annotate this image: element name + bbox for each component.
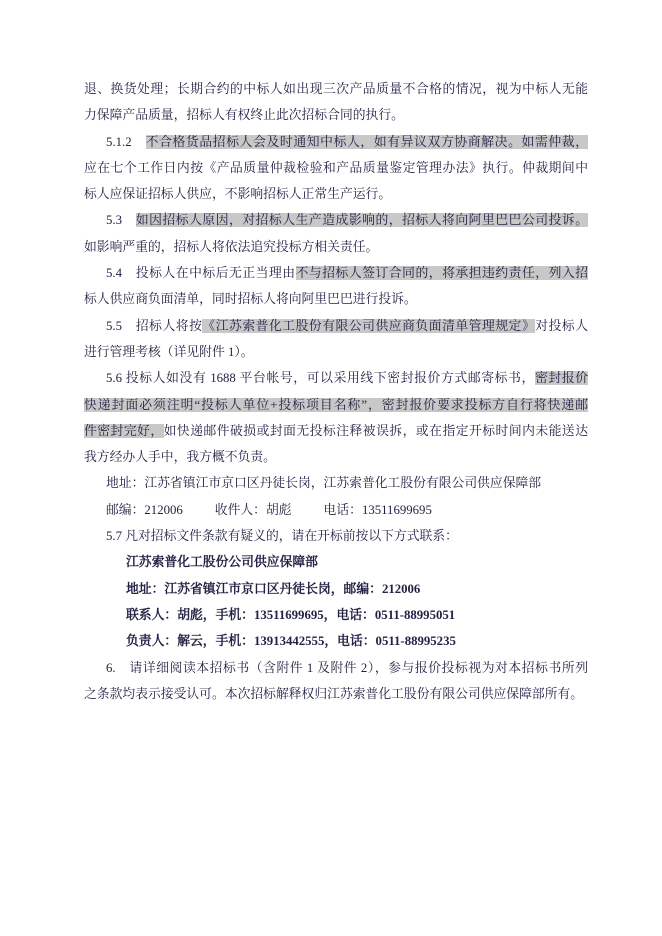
text-line <box>84 470 588 496</box>
text-line <box>84 681 588 707</box>
document-body <box>84 76 588 707</box>
text-line <box>84 76 588 102</box>
text-segment: 负责人：解云，手机：13913442555，电话：0511-88995235 <box>126 634 456 649</box>
text-segment: 我方经办人手中，我方概不负责。 <box>84 450 276 465</box>
text-segment: 如快递邮件破损或封面无投标注释被误拆，或在指定开标时间内未能送达 <box>163 423 588 438</box>
text-segment: 标人供应商负面清单，同时招标人将向阿里巴巴进行投诉。 <box>84 292 417 307</box>
text-segment: 江苏索普化工股份公司供应保障部 <box>126 555 318 570</box>
highlighted-text: 如因招标人原因，对招标人生产造成影响的，招标人将向阿里巴巴公司投诉。 <box>135 213 588 228</box>
highlighted-text: 快递封面必须注明“投标人单位+投标项目名称”，密封报价要求投标方自行将快递邮 <box>84 397 588 412</box>
text-segment: 6. 请详细阅读本招标书（含附件 1 及附件 2），参与报价投标视为对本招标书所列 <box>106 660 588 675</box>
text-segment: 5.4 投标人在中标后无正当理由 <box>106 266 296 281</box>
text-line <box>84 260 588 286</box>
text-segment: 之条款均表示接受认可。本次招标解释权归江苏索普化工股份有限公司供应保障部所有。 <box>84 686 584 701</box>
text-segment: 力保障产品质量，招标人有权终止此次招标合同的执行。 <box>84 108 404 123</box>
text-line <box>84 576 588 602</box>
text-segment: 进行管理考核（详见附件 1）。 <box>84 344 254 359</box>
text-line <box>84 234 588 260</box>
text-segment: 标人应保证招标人供应，不影响招标人正常生产运行。 <box>84 187 392 202</box>
text-line <box>84 628 588 654</box>
text-line <box>84 444 588 470</box>
text-line <box>84 418 588 444</box>
text-line <box>84 181 588 207</box>
text-line <box>84 549 588 575</box>
text-segment: 地址：江苏省镇江市京口区丹徒长岗，江苏索普化工股份有限公司供应保障部 <box>106 476 542 491</box>
text-line <box>84 523 588 549</box>
highlighted-text: 不与招标人签订合同的，将承担违约责任，列入招 <box>295 266 588 281</box>
text-segment: 5.6 投标人如没有 1688 平台帐号，可以采用线下密封报价方式邮寄标书， <box>106 371 535 386</box>
text-line <box>84 313 588 339</box>
text-line <box>84 497 588 523</box>
highlighted-text: 件密封完好， <box>84 423 164 438</box>
text-line <box>84 129 588 155</box>
text-line <box>84 102 588 128</box>
text-line <box>84 392 588 418</box>
text-segment: 地址：江苏省镇江市京口区丹徒长岗，邮编：212006 <box>126 581 421 596</box>
text-segment: 联系人：胡彪，手机：13511699695，电话：0511-88995051 <box>126 607 456 622</box>
text-segment: 5.1.2 <box>106 134 146 149</box>
text-line <box>84 207 588 233</box>
text-segment: 5.3 <box>106 213 136 228</box>
text-line <box>84 286 588 312</box>
text-segment: 5.5 招标人将按 <box>106 318 203 333</box>
highlighted-text: 《江苏索普化工股份有限公司供应商负面清单管理规定》 <box>202 318 536 333</box>
text-segment: 邮编：212006 收件人：胡彪 电话：13511699695 <box>106 502 432 517</box>
text-segment: 对投标人 <box>535 318 588 333</box>
highlighted-text: 密封报价 <box>534 371 588 386</box>
text-line <box>84 365 588 391</box>
text-segment: 如影响严重的，招标人将依法追究投标方相关责任。 <box>84 239 379 254</box>
text-line <box>84 655 588 681</box>
text-line <box>84 602 588 628</box>
highlighted-text: 不合格货品招标人会及时通知中标人，如有异议双方协商解决。如需仲裁， <box>145 134 588 149</box>
text-line <box>84 155 588 181</box>
text-segment: 应在七个工作日内按《产品质量仲裁检验和产品质量鉴定管理办法》执行。仲裁期间中 <box>84 160 588 175</box>
text-line <box>84 339 588 365</box>
text-segment: 5.7 凡对招标文件条款有疑义的，请在开标前按以下方式联系： <box>106 529 458 544</box>
text-segment: 退、换货处理；长期合约的中标人如出现三次产品质量不合格的情况，视为中标人无能 <box>84 82 588 96</box>
